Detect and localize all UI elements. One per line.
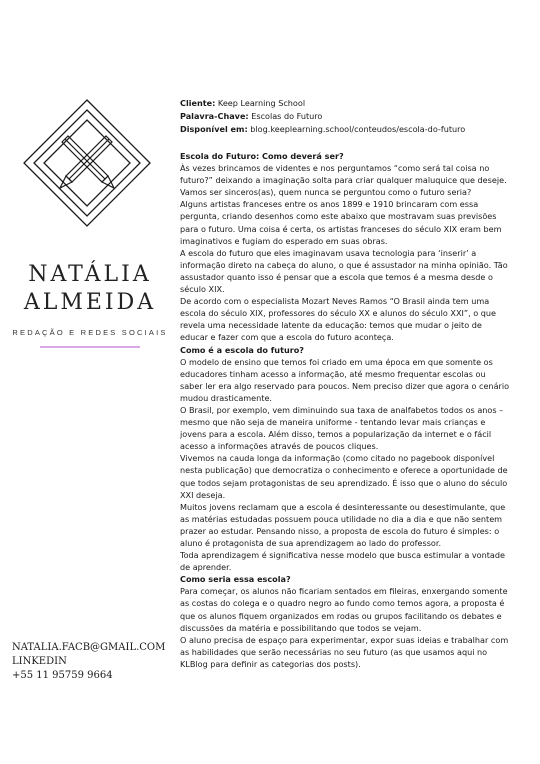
paragraph: A escola do futuro que eles imaginavam usava tecnologia para ‘inserir’ a informação direto na cabeça do aluno, o que é assustador na minha opinião. Tão assustador quanto isso é pensar que a escola que temos é a mesma desde o século XIX. — [180, 247, 508, 295]
author-last-name: ALMEIDA — [23, 290, 157, 315]
accent-divider — [40, 346, 140, 348]
article-heading: Escola do Futuro: Como deverá ser? — [180, 151, 344, 161]
crossed-pencils-logo — [22, 98, 152, 228]
available-line — [180, 123, 465, 136]
author-first-name: NATÁLIA — [28, 262, 152, 287]
paragraph: O aluno precisa de espaço para experimentar, expor suas ideias e trabalhar com as habilidades que serão necessárias no seu futuro (as que usamos aqui no KLBlog para definir as categorias dos posts). — [180, 634, 509, 669]
client-line — [180, 97, 465, 110]
available-url[interactable]: blog.keeplearning.school/conteudos/escola-do-futuro — [247, 124, 466, 134]
paragraph: Muitos jovens reclamam que a escola é desinteressante ou desestimulante, que as matérias estudadas possuem pouca utilidade no dia a dia e que não sentem prazer ao estudar. Pensando nisso, a proposta de escola do futuro é simples: o aluno é protagonista de sua aprendizagem ao lado do professor. — [180, 501, 506, 548]
paragraph: Vivemos na cauda longa da informação (como citado no pagebook disponível nesta publicação) que democratiza o conhecimento e oferece a oportunidade de que todos sejam protagonistas de seu aprendizado. É isso que o aluno do século XXI deseja. — [180, 453, 508, 500]
section-heading: Como seria essa escola? — [180, 574, 291, 585]
paragraph: Alguns artistas franceses entre os anos 1899 e 1910 brincaram com essa pergunta, criando desenhos como este abaixo que mostravam suas previsões para o futuro. Uma coisa é certa, os artistas franceses do século XIX eram bem imaginativos e fugiam do esperado em suas obras. — [180, 199, 502, 246]
section-heading: Como é a escola do futuro? — [180, 344, 304, 355]
paragraph: O modelo de ensino que temos foi criado em uma época em que somente os educadores tinham acesso a informação, até mesmo frequentar escolas ou saber ler era algo reservado para poucos. Nem preciso dizer que agora o cenário mudou drasticamente. — [180, 356, 510, 403]
meta-block — [180, 97, 465, 136]
paragraph: Às vezes brincamos de videntes e nos perguntamos “como será tal coisa no futuro?” deixando a imaginação solta para criar qualquer maluquice que deseje. Vamos ser sinceros(as), quem nunca se perguntou como o futuro seria? — [180, 163, 507, 198]
paragraph: O Brasil, por exemplo, vem diminuindo sua taxa de analfabetos todos os anos – mesmo que não seja de maneira uniforme - tentando levar mais crianças e jovens para a escola. Além disso, temos a popularização da internet e o fácil acesso a informações através de poucos cliques. — [180, 404, 504, 452]
client-value: Keep Learning School — [215, 98, 306, 108]
paragraph: Para começar, os alunos não ficariam sentados em fileiras, enxergando somente as costas do colega e o quadro negro ao fundo como temos agora, a proposta é que os alunos fiquem organizados em rodas ou grupos facilitando os debates e discussões da matéria e possibilitando que todos se vejam. — [180, 586, 508, 633]
keyword-value: Escolas do Futuro — [248, 111, 323, 121]
paragraph: Toda aprendizagem é significativa nesse modelo que busca estimular a vontade de aprender. — [180, 550, 506, 573]
author-tagline: REDAÇÃO E REDES SOCIAIS — [12, 328, 168, 337]
article-body — [180, 150, 510, 670]
linkedin-link[interactable]: LINKEDIN — [12, 656, 67, 667]
paragraph: De acordo com o especialista Mozart Neves Ramos “O Brasil ainda tem uma escola do século XIX, professores do século XX e alunos do século XXI”, o que revela uma necessidade latente da educação: temos que mudar o jeito de educar e fazer com que a escola do futuro aconteça. — [180, 296, 497, 343]
contact-block — [12, 641, 165, 683]
email-link[interactable]: NATALIA.FACB@GMAIL.COM — [12, 642, 166, 653]
available-label: Disponível em: — [180, 124, 248, 134]
keyword-label: Palavra-Chave: — [180, 111, 249, 121]
client-label: Cliente: — [180, 98, 216, 108]
keyword-line — [180, 110, 465, 123]
phone-number: +55 11 95759 9664 — [12, 670, 113, 681]
